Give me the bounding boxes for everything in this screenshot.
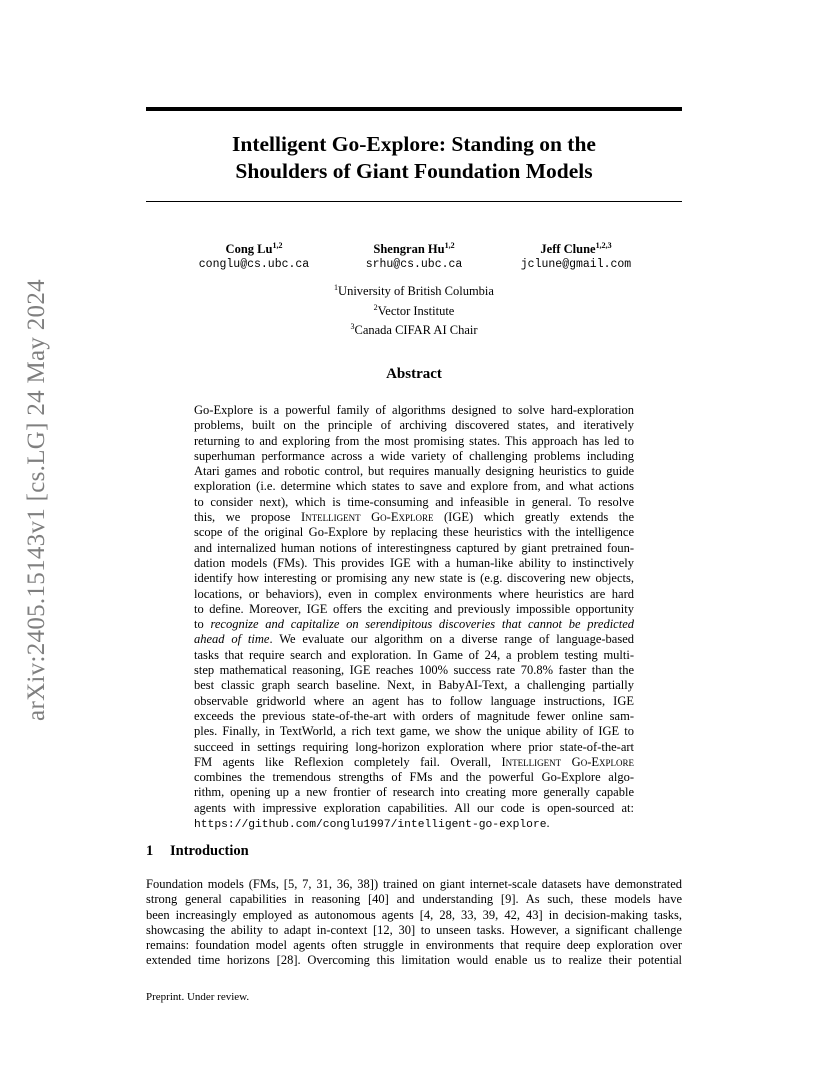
- abstract-line: combines the tremendous strengths of FMs and the powerful Go-Explore algo-: [194, 770, 634, 785]
- author-name: Cong Lu: [225, 242, 273, 257]
- abstract-line: best classic graph search baseline. Next, in BabyAI-Text, a challenging partially: [194, 678, 634, 693]
- emphasis-text: recognize and capitalize on serendipitous discoveries that cannot be predicted: [210, 617, 634, 632]
- abstract-line: observable gridworld where an agent has to follow language instructions, IGE: [194, 693, 634, 708]
- section-heading-introduction: [146, 843, 249, 860]
- abstract-line: and internalized human notions of interestingness captured by giant pretrained foun-: [194, 540, 634, 555]
- abstract-line: exceeds the previous state-of-the-art with orders of magnitude fewer online sam-: [194, 708, 634, 723]
- author-jeff-clune: [476, 238, 676, 273]
- abstract-line: tasks that require search and exploration. In Game of 24, a problem testing multi-: [194, 647, 634, 662]
- footer-note: Preprint. Under review.: [146, 991, 250, 1003]
- intro-line: been increasingly employed as autonomous agents [4, 28, 33, 39, 42, 43] in decision-making tasks,: [146, 907, 682, 922]
- author-affil-marks: 1,2,3: [595, 241, 612, 250]
- author-email: conglu@cs.ubc.ca: [198, 258, 310, 272]
- abstract-line: step mathematical reasoning, IGE reaches 100% success rate 70.8% faster than the: [194, 663, 634, 678]
- abstract-line: [194, 510, 634, 525]
- method-name-smallcaps: Intelligent Go-Explore: [300, 510, 434, 525]
- affil-text: Vector Institute: [377, 303, 455, 318]
- author-name: Jeff Clune: [540, 242, 596, 257]
- abstract-line: superhuman performance across a wide variety of challenging problems including: [194, 448, 634, 463]
- abstract-line: identify how interesting or promising any new state is (e.g. discovering new objects,: [194, 571, 634, 586]
- abstract-line: problems, built on the principle of archiving discovered states, and iteratively: [194, 418, 634, 433]
- abstract-body: [194, 403, 634, 833]
- affiliation-3: [146, 319, 682, 339]
- text-run: . We evaluate our algorithm on a diverse range of language-based: [269, 632, 634, 647]
- arxiv-identifier: [22, 250, 52, 750]
- author-name: Shengran Hu: [373, 242, 445, 257]
- intro-line: showcasing the ability to adapt in-context [12, 30] to unseen tasks. However, a significant challenge: [146, 922, 682, 937]
- abstract-heading: Abstract: [386, 366, 442, 382]
- abstract-line: to define. Moreover, IGE offers the exciting and previously impossible opportunity: [194, 601, 634, 616]
- method-name-smallcaps: Intelligent Go-Explore: [501, 754, 634, 769]
- abstract-line: succeed in settings requiring long-horizon exploration where prior state-of-the-art: [194, 739, 634, 754]
- abstract-line: [194, 755, 634, 770]
- author-affil-marks: 1,2: [272, 241, 283, 250]
- affil-text: Canada CIFAR AI Chair: [354, 323, 478, 338]
- arxiv-identifier-text: arXiv:2405.15143v1 [cs.LG] 24 May 2024: [23, 279, 50, 721]
- abstract-line: dation models (FMs). This provides IGE with a human-like ability to instinctively: [194, 555, 634, 570]
- intro-line: remains: foundation model agents often struggle in environments that require deep exploration over: [146, 938, 682, 953]
- text-run: (IGE) which greatly extends the: [444, 510, 635, 525]
- intro-line: extended time horizons [28]. Overcoming this limitation would enable us to realize their potential: [146, 953, 682, 968]
- author-email: srhu@cs.ubc.ca: [365, 258, 463, 272]
- title-line-1: Intelligent Go-Explore: Standing on the: [232, 132, 596, 156]
- affiliation-2: [146, 300, 682, 320]
- abstract-line: to consider next), which is time-consuming and infeasible in general. To resolve: [194, 494, 634, 509]
- title-top-rule: [146, 107, 682, 111]
- author-email: jclune@gmail.com: [520, 258, 632, 272]
- paper-title: [146, 131, 682, 185]
- abstract-line: agents with impressive exploration capabilities. All our code is open-sourced at:: [194, 800, 634, 815]
- intro-line: strong general capabilities in reasoning [40] and understanding [9]. As such, these models have: [146, 892, 682, 907]
- affil-num: 2: [373, 302, 378, 312]
- affiliations: [146, 280, 682, 339]
- emphasis-text: ahead of time: [194, 632, 270, 647]
- text-run: FM agents like Reflexion completely fail. Overall,: [194, 754, 491, 769]
- affil-num: 3: [350, 322, 355, 332]
- affiliation-1: [146, 280, 682, 300]
- section-title: Introduction: [170, 843, 249, 859]
- title-bottom-rule: [146, 201, 682, 202]
- introduction-body: [146, 877, 682, 969]
- abstract-line: scope of the original Go-Explore by replacing these heuristics with the intelligence: [194, 525, 634, 540]
- abstract-line: [194, 617, 634, 632]
- abstract-line: rithm, opening up a new frontier of research into creating more generally capable: [194, 785, 634, 800]
- affil-num: 1: [334, 283, 339, 292]
- section-number: 1: [146, 843, 154, 859]
- abstract-line: exploration (i.e. determine which states to save and explore from, and what actions: [194, 479, 634, 494]
- abstract-line: ples. Finally, in TextWorld, a rich text game, we show the unique ability of IGE to: [194, 724, 634, 739]
- abstract-line: [194, 816, 634, 833]
- intro-line: Foundation models (FMs, [5, 7, 31, 36, 38]) trained on giant internet-scale datasets have demonstrated: [146, 877, 682, 891]
- abstract-line: returning to and exploring from the most promising states. This approach has led to: [194, 433, 634, 448]
- abstract-line: locations, or behaviors), even in complex environments where heuristics are hard: [194, 586, 634, 601]
- abstract-line: Go-Explore is a powerful family of algorithms designed to solve hard-exploration: [194, 403, 634, 417]
- text-run: to: [194, 617, 204, 632]
- title-line-2: Shoulders of Giant Foundation Models: [235, 159, 593, 183]
- abstract-line: [194, 632, 634, 647]
- author-affil-marks: 1,2: [444, 241, 455, 250]
- code-url-link[interactable]: https://github.com/conglu1997/intelligent-go-explore: [194, 819, 547, 832]
- abstract-line: Atari games and robotic control, but requires manually designing heuristics to guide: [194, 464, 634, 479]
- text-run: this, we propose: [194, 510, 291, 525]
- text-run: .: [546, 816, 550, 831]
- affil-text: University of British Columbia: [338, 284, 494, 299]
